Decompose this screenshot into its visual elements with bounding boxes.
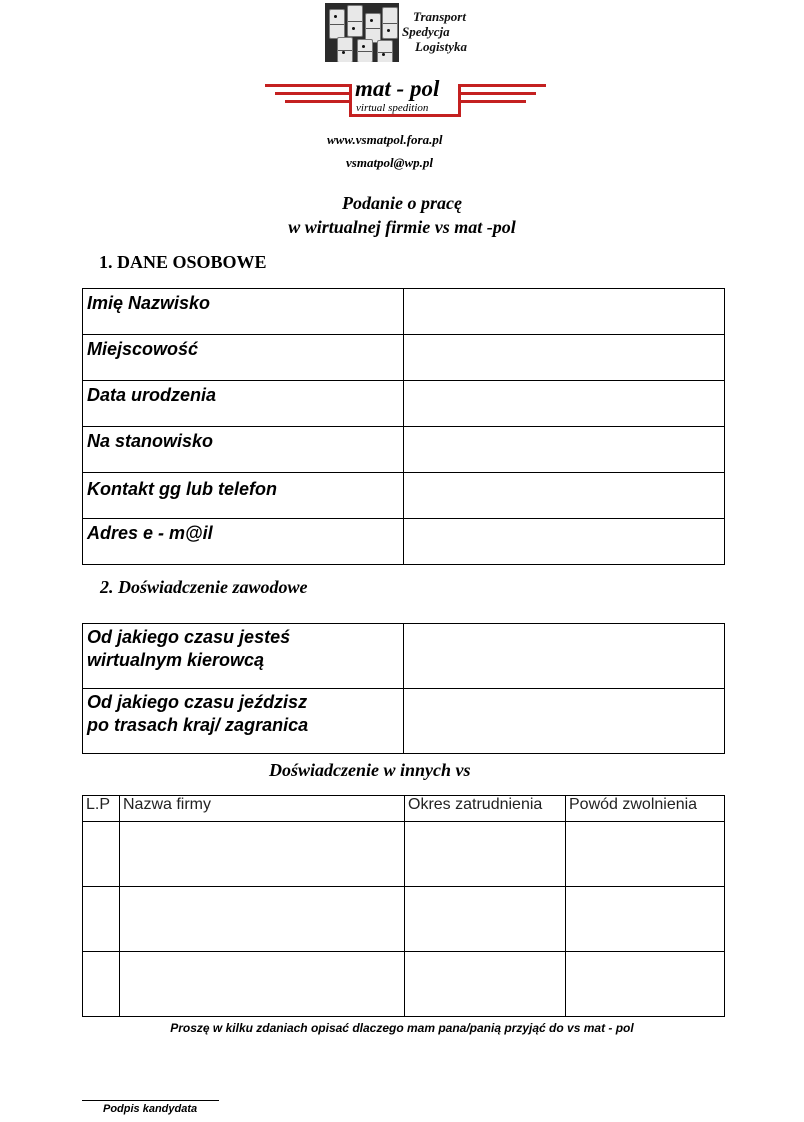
tagline-spedycja: Spedycja [402, 24, 450, 39]
cell-employment-period[interactable] [405, 952, 566, 1017]
label-driving-routes-since-line1: Od jakiego czasu jeździsz [87, 692, 308, 712]
personal-data-table [82, 288, 725, 565]
label-email: Adres e - m@il [83, 519, 404, 565]
field-birthdate[interactable] [404, 381, 725, 427]
label-driving-routes-since [83, 689, 404, 754]
label-driving-routes-since-line2: po trasach kraj/ zagranica [87, 715, 309, 735]
col-dismissal-reason: Powód zwolnienia [566, 796, 725, 822]
section-experience-heading: 2. Doświadczenie zawodowe [100, 577, 308, 597]
cell-lp[interactable] [83, 952, 120, 1017]
field-position[interactable] [404, 427, 725, 473]
field-city[interactable] [404, 335, 725, 381]
cell-employment-period[interactable] [405, 822, 566, 887]
experience-data-table [82, 623, 725, 754]
website-link[interactable]: www.vsmatpol.fora.pl [327, 132, 443, 147]
label-name: Imię Nazwisko [83, 289, 404, 335]
motivation-instruction: Proszę w kilku zdaniach opisać dlaczego mam pana/panią przyjąć do vs mat - pol [170, 1021, 634, 1035]
document-title-line2: w wirtualnej firmie vs mat -pol [288, 217, 516, 237]
label-virtual-driver-since [83, 624, 404, 689]
table-row [83, 952, 725, 1017]
dominoes-logo-image [325, 3, 399, 62]
cell-dismissal-reason[interactable] [566, 887, 725, 952]
tagline-transport: Transport [413, 9, 466, 24]
field-driving-routes-since[interactable] [404, 689, 725, 754]
label-birthdate: Data urodzenia [83, 381, 404, 427]
other-vs-table [82, 795, 725, 1017]
field-email[interactable] [404, 519, 725, 565]
signature-line [82, 1100, 219, 1101]
label-position: Na stanowisko [83, 427, 404, 473]
section-personal-heading: 1. DANE OSOBOWE [99, 252, 267, 272]
label-city: Miejscowość [83, 335, 404, 381]
field-name[interactable] [404, 289, 725, 335]
field-contact[interactable] [404, 473, 725, 519]
label-contact: Kontakt gg lub telefon [83, 473, 404, 519]
brand-subtitle: virtual spedition [356, 102, 429, 114]
col-lp: L.P [83, 796, 120, 822]
cell-employment-period[interactable] [405, 887, 566, 952]
cell-lp[interactable] [83, 822, 120, 887]
label-virtual-driver-since-line2: wirtualnym kierowcą [87, 650, 265, 670]
tagline-logistyka: Logistyka [415, 39, 467, 54]
other-vs-heading: Doświadczenie w innych vs [269, 760, 471, 780]
cell-dismissal-reason[interactable] [566, 952, 725, 1017]
field-virtual-driver-since[interactable] [404, 624, 725, 689]
col-company-name: Nazwa firmy [120, 796, 405, 822]
brand-name: mat - pol [355, 76, 440, 101]
cell-company-name[interactable] [120, 952, 405, 1017]
email-link[interactable]: vsmatpol@wp.pl [346, 155, 434, 170]
cell-company-name[interactable] [120, 822, 405, 887]
table-row [83, 887, 725, 952]
cell-dismissal-reason[interactable] [566, 822, 725, 887]
cell-company-name[interactable] [120, 887, 405, 952]
col-employment-period: Okres zatrudnienia [405, 796, 566, 822]
cell-lp[interactable] [83, 887, 120, 952]
table-row [83, 822, 725, 887]
label-virtual-driver-since-line1: Od jakiego czasu jesteś [87, 627, 291, 647]
signature-label: Podpis kandydata [103, 1103, 198, 1115]
document-title-line1: Podanie o pracę [342, 193, 462, 213]
